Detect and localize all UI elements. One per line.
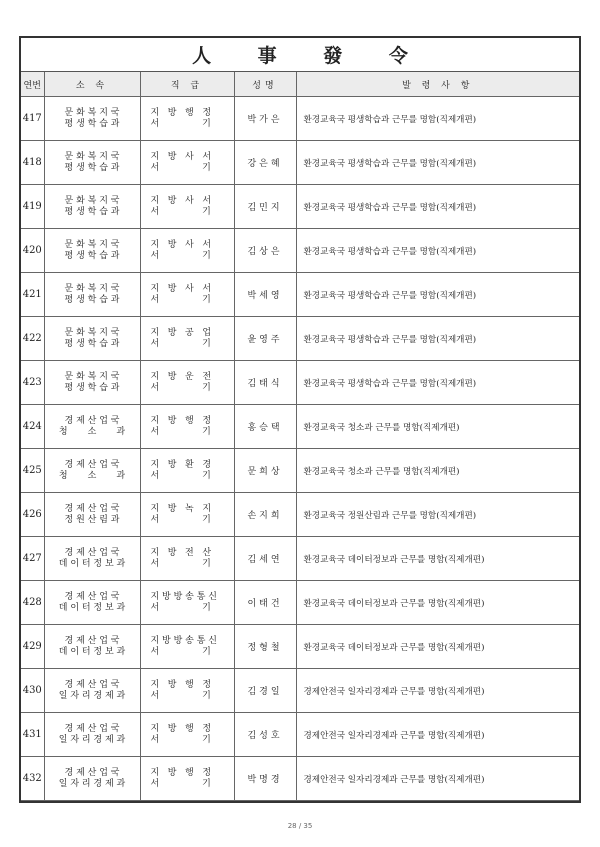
row-department <box>44 317 140 361</box>
row-name: 김태식 <box>234 361 296 405</box>
department-bureau: 경 제 산 업 국 <box>64 503 120 514</box>
row-name: 김세연 <box>234 537 296 581</box>
row-grade <box>140 713 234 757</box>
row-number: 423 <box>21 361 44 405</box>
grade-series: 지 방 행 정 <box>150 679 212 690</box>
grade-series: 지 방 행 정 <box>150 723 212 734</box>
row-name: 박세영 <box>234 273 296 317</box>
grade-rank: 서 기 <box>150 338 211 349</box>
row-number: 426 <box>21 493 44 537</box>
department-bureau: 경 제 산 업 국 <box>64 767 120 778</box>
table-row <box>21 449 579 493</box>
department-division: 평 생 학 습 과 <box>64 250 120 261</box>
department-division: 평 생 학 습 과 <box>64 338 120 349</box>
row-department <box>44 229 140 273</box>
row-name: 김민지 <box>234 185 296 229</box>
department-division: 일 자 리 경 제 과 <box>58 690 126 701</box>
row-detail: 환경교육국 청소과 근무를 명함(직제개편) <box>296 405 579 449</box>
row-number: 421 <box>21 273 44 317</box>
grade-rank: 서 기 <box>150 118 211 129</box>
department-division: 데 이 터 정 보 과 <box>58 646 126 657</box>
row-grade <box>140 625 234 669</box>
row-detail: 경제안전국 일자리경제과 근무를 명함(직제개편) <box>296 669 579 713</box>
grade-series: 지 방 행 정 <box>150 767 212 778</box>
document-title: 人 事 發 令 <box>21 38 579 72</box>
row-grade <box>140 273 234 317</box>
grade-series: 지 방 공 업 <box>150 327 212 338</box>
department-division: 평 생 학 습 과 <box>64 382 120 393</box>
row-grade <box>140 317 234 361</box>
grade-rank: 서 기 <box>150 382 211 393</box>
table-row <box>21 141 579 185</box>
grade-rank: 서 기 <box>150 162 211 173</box>
row-number: 422 <box>21 317 44 361</box>
row-number: 429 <box>21 625 44 669</box>
table-row <box>21 97 579 141</box>
row-number: 427 <box>21 537 44 581</box>
grade-series: 지 방 방 송 통 신 <box>150 635 217 646</box>
row-department <box>44 405 140 449</box>
row-number: 424 <box>21 405 44 449</box>
grade-series: 지 방 전 산 <box>150 547 212 558</box>
header-no: 연번 <box>21 72 44 97</box>
row-grade <box>140 405 234 449</box>
row-number: 432 <box>21 757 44 801</box>
row-number: 430 <box>21 669 44 713</box>
department-bureau: 문 화 복 지 국 <box>64 107 120 118</box>
grade-rank: 서 기 <box>150 602 211 613</box>
department-bureau: 경 제 산 업 국 <box>64 635 120 646</box>
grade-series: 지 방 사 서 <box>150 195 212 206</box>
row-number: 417 <box>21 97 44 141</box>
grade-series: 지 방 행 정 <box>150 107 212 118</box>
department-division: 평 생 학 습 과 <box>64 118 120 129</box>
row-department <box>44 449 140 493</box>
grade-rank: 서 기 <box>150 646 211 657</box>
row-grade <box>140 141 234 185</box>
table-row <box>21 405 579 449</box>
table-row <box>21 361 579 405</box>
row-department <box>44 625 140 669</box>
table-row <box>21 581 579 625</box>
row-detail: 환경교육국 데이터정보과 근무를 명함(직제개편) <box>296 537 579 581</box>
header-dept: 소 속 <box>44 72 140 97</box>
grade-series: 지 방 운 전 <box>150 371 212 382</box>
row-name: 박가은 <box>234 97 296 141</box>
header-grade: 직 급 <box>140 72 234 97</box>
row-number: 428 <box>21 581 44 625</box>
grade-rank: 서 기 <box>150 690 211 701</box>
grade-rank: 서 기 <box>150 250 211 261</box>
department-division: 평 생 학 습 과 <box>64 294 120 305</box>
department-division: 정 원 산 림 과 <box>64 514 120 525</box>
table-row <box>21 537 579 581</box>
grade-series: 지 방 행 정 <box>150 415 212 426</box>
row-detail: 환경교육국 평생학습과 근무를 명함(직제개편) <box>296 229 579 273</box>
grade-series: 지 방 방 송 통 신 <box>150 591 217 602</box>
grade-series: 지 방 사 서 <box>150 239 212 250</box>
row-name: 김경일 <box>234 669 296 713</box>
row-detail: 환경교육국 평생학습과 근무를 명함(직제개편) <box>296 185 579 229</box>
department-division: 일 자 리 경 제 과 <box>58 778 126 789</box>
table-row <box>21 317 579 361</box>
row-department <box>44 185 140 229</box>
row-name: 김상은 <box>234 229 296 273</box>
row-detail: 환경교육국 평생학습과 근무를 명함(직제개편) <box>296 141 579 185</box>
grade-rank: 서 기 <box>150 206 211 217</box>
row-detail: 환경교육국 평생학습과 근무를 명함(직제개편) <box>296 317 579 361</box>
row-name: 강은혜 <box>234 141 296 185</box>
department-division: 청 소 과 <box>58 426 126 437</box>
row-grade <box>140 493 234 537</box>
row-grade <box>140 669 234 713</box>
grade-series: 지 방 사 서 <box>150 151 212 162</box>
table-row <box>21 713 579 757</box>
row-name: 문희상 <box>234 449 296 493</box>
department-division: 데 이 터 정 보 과 <box>58 602 126 613</box>
page-number: 28 / 35 <box>287 822 313 830</box>
department-bureau: 문 화 복 지 국 <box>64 327 120 338</box>
row-department <box>44 669 140 713</box>
row-name: 이태건 <box>234 581 296 625</box>
grade-rank: 서 기 <box>150 470 211 481</box>
row-name: 정형철 <box>234 625 296 669</box>
grade-series: 지 방 환 경 <box>150 459 212 470</box>
table-row <box>21 493 579 537</box>
table-row <box>21 625 579 669</box>
grade-rank: 서 기 <box>150 426 211 437</box>
row-name: 윤영주 <box>234 317 296 361</box>
personnel-order-sheet <box>19 36 581 803</box>
department-bureau: 문 화 복 지 국 <box>64 371 120 382</box>
table-row <box>21 185 579 229</box>
row-detail: 환경교육국 평생학습과 근무를 명함(직제개편) <box>296 97 579 141</box>
grade-rank: 서 기 <box>150 558 211 569</box>
department-division: 청 소 과 <box>58 470 126 481</box>
row-grade <box>140 449 234 493</box>
department-bureau: 경 제 산 업 국 <box>64 679 120 690</box>
row-grade <box>140 97 234 141</box>
table-row <box>21 669 579 713</box>
grade-series: 지 방 녹 지 <box>150 503 212 514</box>
row-number: 418 <box>21 141 44 185</box>
table-row <box>21 273 579 317</box>
department-division: 평 생 학 습 과 <box>64 206 120 217</box>
row-grade <box>140 757 234 801</box>
department-division: 데 이 터 정 보 과 <box>58 558 126 569</box>
grade-rank: 서 기 <box>150 778 211 789</box>
department-division: 평 생 학 습 과 <box>64 162 120 173</box>
row-grade <box>140 537 234 581</box>
row-grade <box>140 581 234 625</box>
department-bureau: 경 제 산 업 국 <box>64 547 120 558</box>
row-detail: 환경교육국 정원산림과 근무를 명함(직제개편) <box>296 493 579 537</box>
grade-rank: 서 기 <box>150 734 211 745</box>
row-name: 홍승택 <box>234 405 296 449</box>
department-division: 일 자 리 경 제 과 <box>58 734 126 745</box>
department-bureau: 문 화 복 지 국 <box>64 151 120 162</box>
row-department <box>44 537 140 581</box>
header-name: 성명 <box>234 72 296 97</box>
row-detail: 환경교육국 평생학습과 근무를 명함(직제개편) <box>296 273 579 317</box>
department-bureau: 경 제 산 업 국 <box>64 723 120 734</box>
row-name: 손지희 <box>234 493 296 537</box>
row-number: 431 <box>21 713 44 757</box>
row-detail: 경제안전국 일자리경제과 근무를 명함(직제개편) <box>296 713 579 757</box>
row-name: 김성호 <box>234 713 296 757</box>
department-bureau: 문 화 복 지 국 <box>64 283 120 294</box>
row-detail: 환경교육국 청소과 근무를 명함(직제개편) <box>296 449 579 493</box>
row-department <box>44 713 140 757</box>
grade-rank: 서 기 <box>150 514 211 525</box>
department-bureau: 경 제 산 업 국 <box>64 459 120 470</box>
row-department <box>44 757 140 801</box>
row-department <box>44 97 140 141</box>
table-row <box>21 229 579 273</box>
row-number: 425 <box>21 449 44 493</box>
department-bureau: 경 제 산 업 국 <box>64 591 120 602</box>
department-bureau: 문 화 복 지 국 <box>64 195 120 206</box>
table-header-row <box>21 72 579 97</box>
row-grade <box>140 361 234 405</box>
grade-rank: 서 기 <box>150 294 211 305</box>
row-detail: 환경교육국 데이터정보과 근무를 명함(직제개편) <box>296 581 579 625</box>
row-number: 419 <box>21 185 44 229</box>
department-bureau: 문 화 복 지 국 <box>64 239 120 250</box>
row-department <box>44 141 140 185</box>
row-department <box>44 273 140 317</box>
table-row <box>21 757 579 801</box>
grade-series: 지 방 사 서 <box>150 283 212 294</box>
row-grade <box>140 229 234 273</box>
row-department <box>44 361 140 405</box>
row-detail: 경제안전국 일자리경제과 근무를 명함(직제개편) <box>296 757 579 801</box>
row-detail: 환경교육국 데이터정보과 근무를 명함(직제개편) <box>296 625 579 669</box>
row-number: 420 <box>21 229 44 273</box>
header-detail: 발 령 사 항 <box>296 72 579 97</box>
department-bureau: 경 제 산 업 국 <box>64 415 120 426</box>
row-department <box>44 493 140 537</box>
row-name: 박명경 <box>234 757 296 801</box>
personnel-table <box>21 72 579 801</box>
row-detail: 환경교육국 평생학습과 근무를 명함(직제개편) <box>296 361 579 405</box>
row-grade <box>140 185 234 229</box>
row-department <box>44 581 140 625</box>
